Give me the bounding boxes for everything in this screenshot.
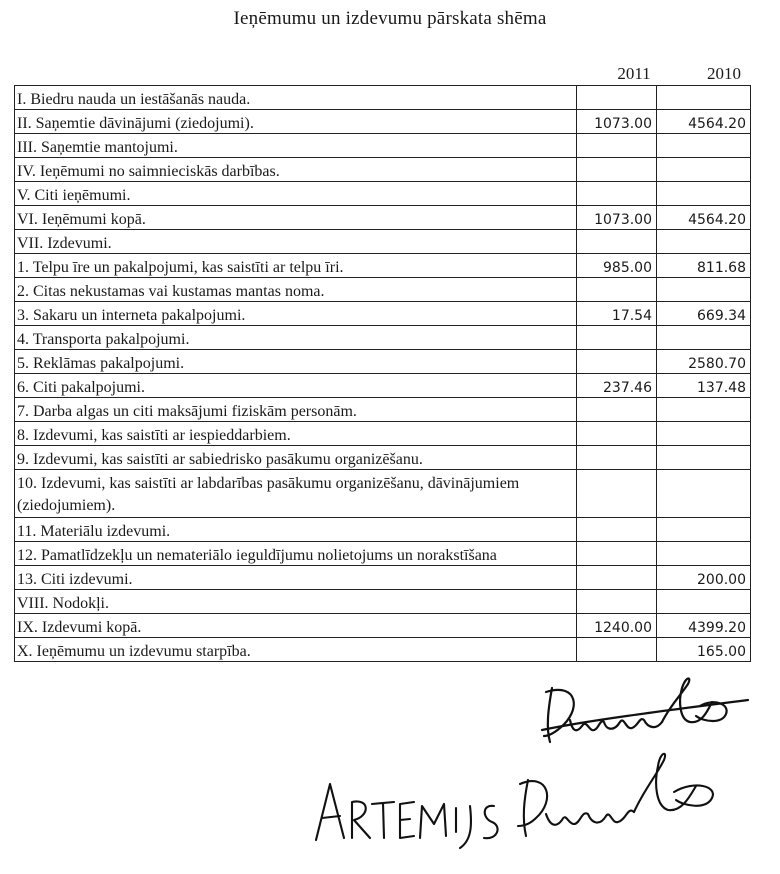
row-label: VIII. Nodokļi. xyxy=(15,590,561,614)
row-label: I. Biedru nauda un iestāšanās nauda. xyxy=(15,86,561,110)
value-2011: 17.54 xyxy=(577,302,657,326)
value-2011 xyxy=(577,398,657,422)
table-row xyxy=(15,254,751,278)
column-header-2010: 2010 xyxy=(707,64,741,83)
value-2011 xyxy=(577,638,657,662)
value-2010 xyxy=(657,518,751,542)
value-2011 xyxy=(577,350,657,374)
row-label: IX. Izdevumi kopā. xyxy=(15,614,561,638)
row-label: X. Ieņēmumu un izdevumu starpība. xyxy=(15,638,561,662)
table-row xyxy=(15,326,751,350)
value-2011 xyxy=(577,326,657,350)
column-header-2011: 2011 xyxy=(617,64,651,83)
table-row xyxy=(15,302,751,326)
value-2010 xyxy=(657,326,751,350)
value-2010 xyxy=(657,470,751,518)
value-2010 xyxy=(657,182,751,206)
table-row xyxy=(15,182,751,206)
value-2010 xyxy=(657,86,751,110)
value-2011 xyxy=(577,566,657,590)
value-2010 xyxy=(657,590,751,614)
table-row xyxy=(15,230,751,254)
table-row xyxy=(15,638,751,662)
value-2011: 1240.00 xyxy=(577,614,657,638)
row-label: 13. Citi izdevumi. xyxy=(15,566,561,590)
value-2011: 1073.00 xyxy=(577,206,657,230)
row-label: 4. Transporta pakalpojumi. xyxy=(15,326,561,350)
signature-2-drawing xyxy=(310,740,730,870)
value-2011 xyxy=(577,446,657,470)
row-label: VII. Izdevumi. xyxy=(15,230,561,254)
value-2011: 985.00 xyxy=(577,254,657,278)
row-label: VI. Ieņēmumi kopā. xyxy=(15,206,561,230)
row-label: 6. Citi pakalpojumi. xyxy=(15,374,561,398)
table-row xyxy=(15,566,751,590)
row-label: 2. Citas nekustamas vai kustamas mantas noma. xyxy=(15,278,561,302)
row-label: 3. Sakaru un interneta pakalpojumi. xyxy=(15,302,561,326)
value-2011 xyxy=(577,518,657,542)
table-row xyxy=(15,206,751,230)
value-2011 xyxy=(577,182,657,206)
page-title: Ieņēmumu un izdevumu pārskata shēma xyxy=(233,8,547,29)
table-row xyxy=(15,158,751,182)
table-row xyxy=(15,350,751,374)
value-2010: 2580.70 xyxy=(657,350,751,374)
table-row xyxy=(15,374,751,398)
value-2011 xyxy=(577,542,657,566)
table-row xyxy=(15,542,751,566)
row-label: 12. Pamatlīdzekļu un nemateriālo ieguldījumu nolietojums un norakstīšana xyxy=(15,542,577,566)
value-2011 xyxy=(577,134,657,158)
value-2010: 4399.20 xyxy=(657,614,751,638)
value-2011 xyxy=(577,86,657,110)
table-row xyxy=(15,470,751,518)
value-2011: 1073.00 xyxy=(577,110,657,134)
value-2010 xyxy=(657,158,751,182)
value-2010 xyxy=(657,446,751,470)
table-row xyxy=(15,422,751,446)
report-table xyxy=(14,85,751,662)
table-row xyxy=(15,86,751,110)
row-label: II. Saņemtie dāvinājumi (ziedojumi). xyxy=(15,110,561,134)
table-row xyxy=(15,134,751,158)
row-label: V. Citi ieņēmumi. xyxy=(15,182,561,206)
table-row xyxy=(15,398,751,422)
value-2011 xyxy=(577,158,657,182)
row-label: 5. Reklāmas pakalpojumi. xyxy=(15,350,561,374)
report-table-body xyxy=(15,86,751,662)
table-row xyxy=(15,110,751,134)
value-2010 xyxy=(657,422,751,446)
row-label: 1. Telpu īre un pakalpojumi, kas saistīti ar telpu īri. xyxy=(15,254,561,278)
value-2010 xyxy=(657,230,751,254)
value-2010: 200.00 xyxy=(657,566,751,590)
value-2011 xyxy=(577,422,657,446)
value-2011 xyxy=(577,470,657,518)
value-2010: 4564.20 xyxy=(657,206,751,230)
table-row xyxy=(15,278,751,302)
value-2010 xyxy=(657,398,751,422)
value-2011: 237.46 xyxy=(577,374,657,398)
value-2011 xyxy=(577,590,657,614)
value-2010: 137.48 xyxy=(657,374,751,398)
table-row xyxy=(15,614,751,638)
value-2011 xyxy=(577,278,657,302)
value-2010: 165.00 xyxy=(657,638,751,662)
row-label: 9. Izdevumi, kas saistīti ar sabiedrisko pasākumu organizēšanu. xyxy=(15,446,561,470)
table-row xyxy=(15,446,751,470)
value-2010 xyxy=(657,134,751,158)
row-label: 11. Materiālu izdevumi. xyxy=(15,518,561,542)
row-label: 8. Izdevumi, kas saistīti ar iespieddarbiem. xyxy=(15,422,561,446)
value-2010: 669.34 xyxy=(657,302,751,326)
row-label: III. Saņemtie mantojumi. xyxy=(15,134,561,158)
value-2010 xyxy=(657,278,751,302)
row-label: 7. Darba algas un citi maksājumi fiziskām personām. xyxy=(15,398,561,422)
row-label: 10. Izdevumi, kas saistīti ar labdarības pasākumu organizēšanu, dāvinājumiem (ziedojumiem). xyxy=(15,470,561,518)
value-2010 xyxy=(657,542,751,566)
table-row xyxy=(15,518,751,542)
value-2010: 4564.20 xyxy=(657,110,751,134)
value-2010: 811.68 xyxy=(657,254,751,278)
value-2011 xyxy=(577,230,657,254)
table-row xyxy=(15,590,751,614)
row-label: IV. Ieņēmumi no saimnieciskās darbības. xyxy=(15,158,561,182)
